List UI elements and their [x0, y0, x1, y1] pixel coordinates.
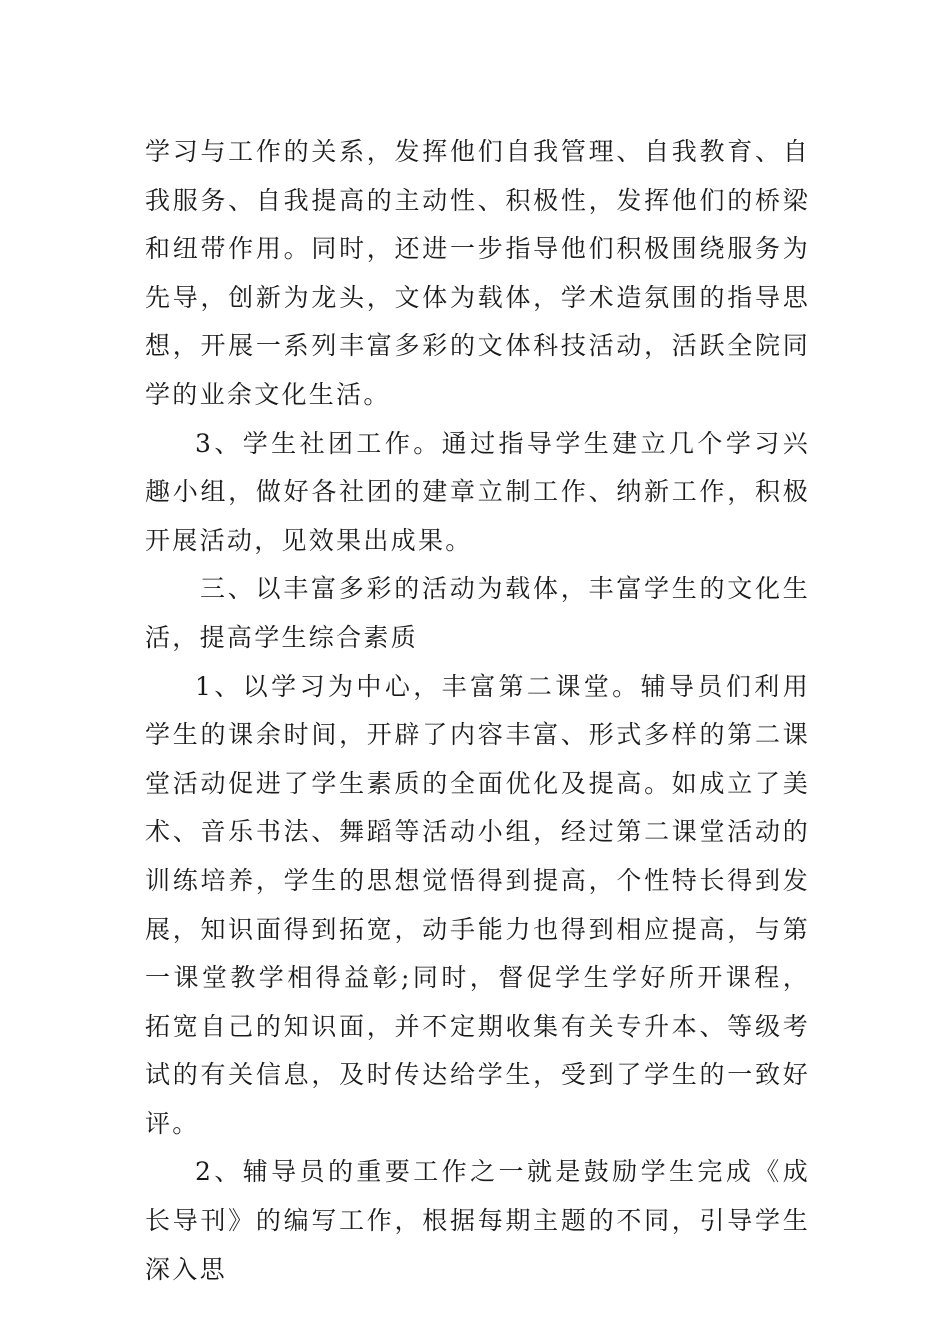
paragraph-student-clubs: 3、学生社团工作。通过指导学生建立几个学习兴趣小组，做好各社团的建章立制工作、纳新工作，积极开展活动，见效果出成果。 — [145, 428, 810, 555]
document-body — [145, 128, 810, 1294]
paragraph-second-classroom: 1、以学习为中心，丰富第二课堂。辅导员们利用学生的课余时间，开辟了内容丰富、形式多样的第二课堂活动促进了学生素质的全面优化及提高。如成立了美术、音乐书法、舞蹈等活动小组，经过第二课堂活动的训练培养，学生的思想觉悟得到提高，个性特长得到发展，知识面得到拓宽，动手能力也得到相应提高，与第一课堂教学相得益彰;同时，督促学生学好所开课程，拓宽自己的知识面，并不定期收集有关专升本、等级考试的有关信息，及时传达给学生，受到了学生的一致好评。 — [145, 671, 810, 1138]
paragraph-continuation: 学习与工作的关系，发挥他们自我管理、自我教育、自我服务、自我提高的主动性、积极性，发挥他们的桥梁和纽带作用。同时，还进一步指导他们积极围绕服务为先导，创新为龙头，文体为载体，学术造氛围的指导思想，开展一系列丰富多彩的文体科技活动，活跃全院同学的业余文化生活。 — [145, 137, 810, 409]
section-heading-activities: 三、以丰富多彩的活动为载体，丰富学生的文化生活，提高学生综合素质 — [145, 574, 810, 652]
paragraph-growth-guide: 2、辅导员的重要工作之一就是鼓励学生完成《成长导刊》的编写工作，根据每期主题的不同，引导学生深入思 — [145, 1157, 810, 1284]
